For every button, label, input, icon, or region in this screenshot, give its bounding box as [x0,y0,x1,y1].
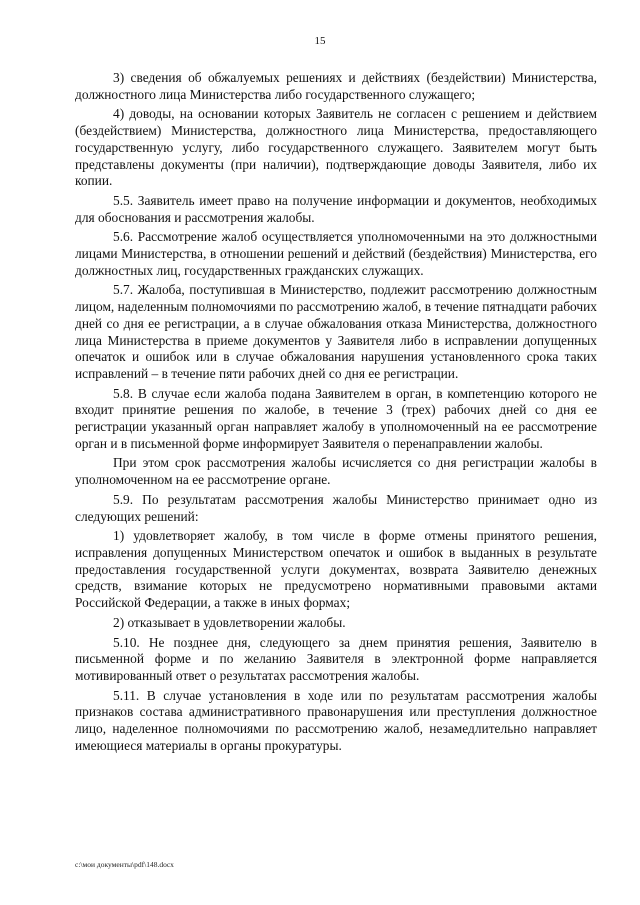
footer-file-path: c:\мои документы\pdf\148.docx [75,860,174,869]
paragraph-item-3: 3) сведения об обжалуемых решениях и действиях (бездействии) Министерства, должностного лица Министерства либо государственного служащего; [75,70,597,102]
paragraph-item-4: 4) доводы, на основании которых Заявитель не согласен с решением и действием (бездействием) Министерства, должностного лица Министерства, предоставляющего государственную услугу, либо государственного служащего. Заявителем могут быть представлены документы (при наличии), подтверждающие доводы Заявителя, либо их копии. [75,106,597,189]
paragraph-5-9-item-2: 2) отказывает в удовлетворении жалобы. [113,614,346,630]
paragraph-5-9-item-1: 1) удовлетворяет жалобу, в том числе в форме отмены принятого решения, исправления допущенных Министерством опечаток и ошибок в выданных в результате предоставления государственной услуги документах, возврата Заявителю денежных средств, взимание которых не предусмотрено нормативными правовыми актами Российской Федерации, а также в иных формах; [75,528,597,611]
paragraph-5-9: 5.9. По результатам рассмотрения жалобы Министерство принимает одно из следующих решений: [75,491,597,524]
page-number: 15 [314,35,326,47]
paragraph-5-11: 5.11. В случае установления в ходе или по результатам рассмотрения жалобы признаков состава административного правонарушения или преступления должностное лицо, наделенное полномочиями по рассмотрению жалоб, незамедлительно направляет имеющиеся материалы в органы прокуратуры. [75,687,597,753]
paragraph-5-7: 5.7. Жалоба, поступившая в Министерство, подлежит рассмотрению должностным лицом, наделенным полномочиями по рассмотрению жалоб, в течение пятнадцати рабочих дней со дня ее регистрации, а в случае обжалования отказа Министерства, должностного лица Министерства в приеме документов у Заявителя либо в исправлении допущенных опечаток и ошибок или в случае обжалования нарушения установленного срока таких исправлений – в течение пяти рабочих дней со дня ее регистрации. [75,282,597,381]
paragraph-5-8: 5.8. В случае если жалоба подана Заявителем в орган, в компетенцию которого не входит принятие решения по жалобе, в течение 3 (трех) рабочих дней со дня ее регистрации указанный орган направляет жалобу в уполномоченный на ее рассмотрение орган и в письменной форме информирует Заявителя о перенаправлении жалобы. [75,385,597,451]
paragraph-5-6: 5.6. Рассмотрение жалоб осуществляется уполномоченными на это должностными лицами Министерства, в отношении решений и действий (бездействия) Министерства, его должностных лиц, государственных гражданских служащих. [75,229,597,278]
paragraph-5-5: 5.5. Заявитель имеет право на получение информации и документов, необходимых для обоснования и рассмотрения жалобы. [75,192,597,225]
paragraph-5-10: 5.10. Не позднее дня, следующего за днем принятия решения, Заявителю в письменной форме и по желанию Заявителя в электронной форме направляется мотивированный ответ о результатах рассмотрения жалобы. [75,634,597,683]
document-body [75,70,597,757]
paragraph-5-8-cont: При этом срок рассмотрения жалобы исчисляется со дня регистрации жалобы в уполномоченном на ее рассмотрение органе. [75,455,597,488]
